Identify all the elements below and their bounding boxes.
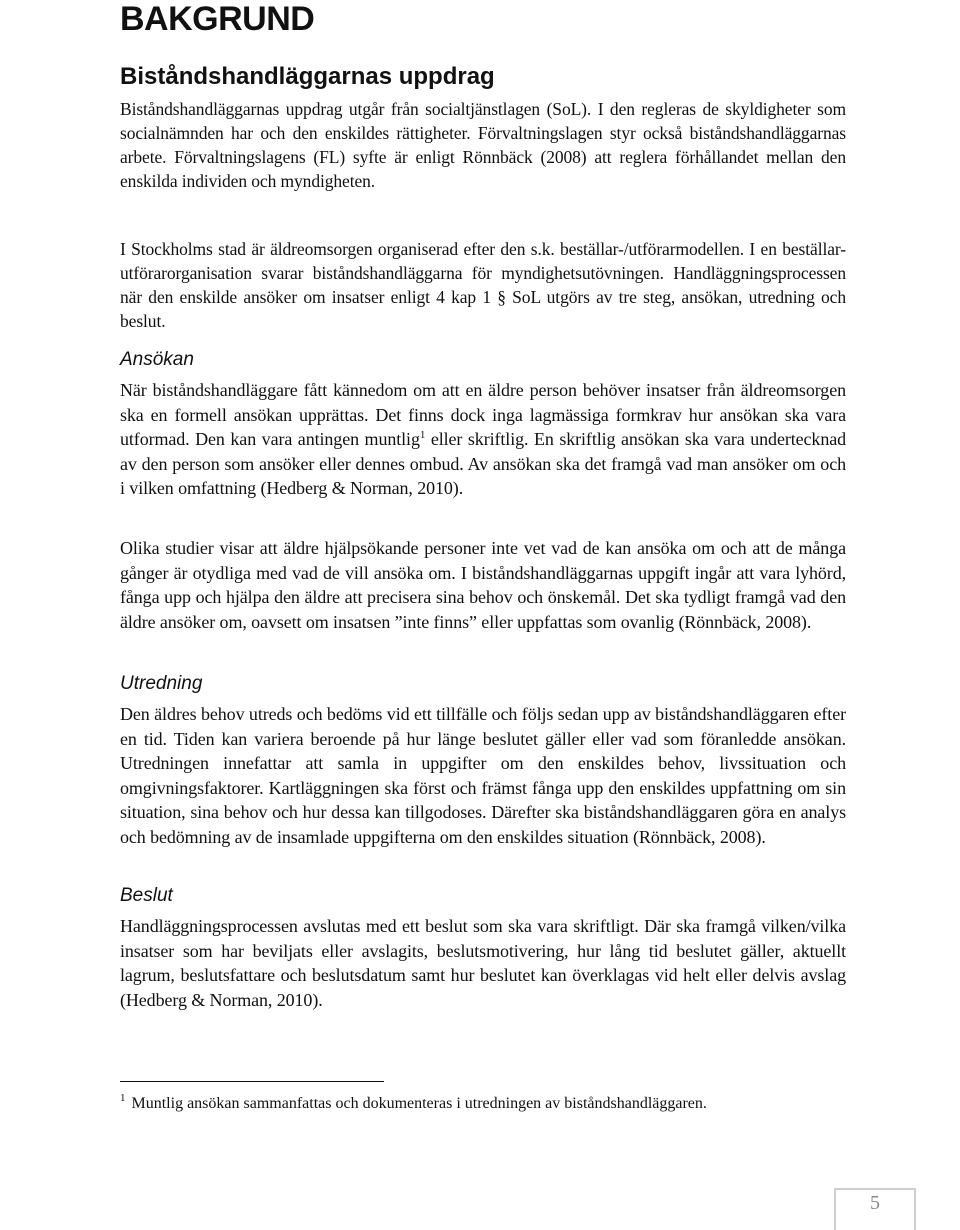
footnote-mark: 1	[120, 1092, 126, 1104]
page-number: 5	[870, 1192, 880, 1214]
page-title: BAKGRUND	[120, 0, 315, 38]
footnote	[120, 1093, 860, 1115]
paragraph-ansokan-text-start: När biståndshandläggare fått kännedom om att en äldre person behöver insatser från äldreomsorgen ska en formell ansökan upprättas. Det finns dock inga lagmässiga formkrav hur ansökan ska vara utformad. Den kan vara antingen muntlig	[120, 380, 846, 449]
subheading-utredning: Utredning	[120, 673, 203, 694]
paragraph-organisation: I Stockholms stad är äldreomsorgen organiserad efter den s.k. beställar-/utförarmodellen. I en beställar-utförarorganisation svarar biståndshandläggarna för myndighetsutövningen. Handläggningsprocessen när den enskilde ansöker om insatser enligt 4 kap 1 § SoL utgörs av tre steg, ansökan, utredning och beslut.	[120, 239, 846, 331]
paragraph-ansokan-text-end: eller skriftlig. En skriftlig ansökan ska vara undertecknad av den person som ansöker eller dennes ombud. Av ansökan ska det framgå vad man ansöker om och i vilken omfattning (Hedberg & Norman, 2010).	[120, 429, 847, 498]
paragraph-beslut: Handläggningsprocessen avslutas med ett beslut som ska vara skriftligt. Där ska framgå vilken/vilka insatser som har beviljats eller avslagits, beslutsmotivering, hur lång tid beslutet gäller, aktuellt lagrum, beslutsfattare och beslutsdatum samt hur beslutet kan överklagas vid helt eller delvis avslag (Hedberg & Norman, 2010).	[120, 916, 846, 1010]
page-number-box	[834, 1188, 916, 1230]
footnote-divider	[120, 1081, 384, 1082]
footnote-text: Muntlig ansökan sammanfattas och dokumenteras i utredningen av biståndshandläggaren.	[131, 1095, 707, 1112]
subheading-beslut: Beslut	[120, 885, 173, 906]
footnote-reference: 1	[419, 429, 426, 441]
paragraph-studies: Olika studier visar att äldre hjälpsökande personer inte vet vad de kan ansöka om och att de många gånger är otydliga med vad de vill ansöka om. I biståndshandläggarnas uppgift ingår att vara lyhörd, fånga upp och hjälpa den äldre att precisera sina behov och önskemål. Det ska tydligt framgå vad den äldre ansöker om, oavsett om insatsen ”inte finns” eller uppfattas som ovanlig (Rönnbäck, 2008).	[120, 538, 846, 632]
paragraph-utredning: Den äldres behov utreds och bedöms vid ett tillfälle och följs sedan upp av biståndshandläggaren efter en tid. Tiden kan variera beroende på hur länge beslutet gäller eller vad som föranledde ansökan. Utredningen innefattar att samla in uppgifter om den enskildes behov, livssituation och omgivningsfaktorer. Kartläggningen ska först och främst fånga upp den enskildes uppfattning om sin situation, sina behov och hur dessa kan tillgodoses. Därefter ska biståndshandläggaren göra en analys och bedömning av de insamlade uppgifterna om den enskildes situation (Rönnbäck, 2008).	[120, 704, 846, 847]
paragraph-ansokan	[120, 378, 846, 501]
paragraph-intro: Biståndshandläggarnas uppdrag utgår från socialtjänstlagen (SoL). I den regleras de skyldigheter som socialnämnden har och den enskildes rättigheter. Förvaltningslagen styr också biståndshandläggarnas arbete. Förvaltningslagens (FL) syfte är enligt Rönnbäck (2008) att reglera förhållandet mellan den enskilda individen och myndigheten.	[120, 99, 846, 191]
section-title: Biståndshandläggarnas uppdrag	[120, 63, 495, 90]
subheading-ansokan: Ansökan	[120, 349, 194, 370]
